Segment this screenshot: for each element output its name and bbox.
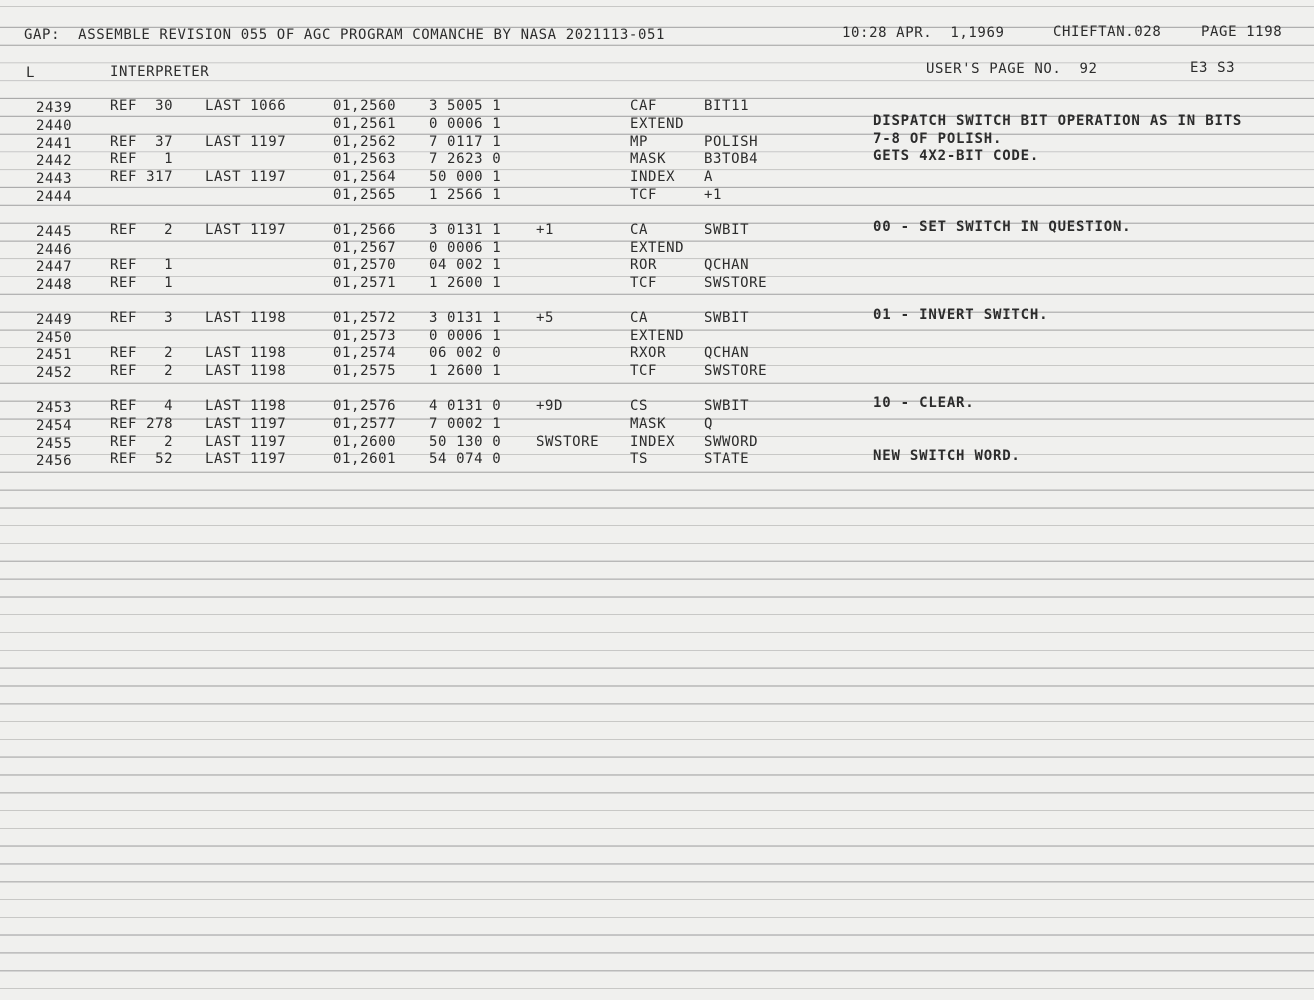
operand: POLISH: [704, 134, 759, 150]
operand: SWBIT: [704, 222, 750, 238]
operand: SWWORD: [704, 434, 759, 450]
label: +1: [536, 222, 555, 238]
ref-count: REF 1: [110, 151, 174, 167]
line-number: 2448: [36, 277, 73, 293]
last-ref: LAST 1198: [205, 310, 287, 326]
operand: BIT11: [704, 98, 750, 114]
line-number: 2446: [36, 242, 73, 258]
octal-word: 0 0006 1: [429, 116, 502, 132]
last-ref: LAST 1198: [205, 363, 287, 379]
ref-count: REF 52: [110, 451, 174, 467]
line-number: 2445: [36, 224, 73, 240]
line-number: 2440: [36, 118, 73, 134]
opcode: EXTEND: [630, 240, 685, 256]
operand: Q: [704, 416, 714, 432]
octal-word: 0 0006 1: [429, 240, 502, 256]
opcode: INDEX: [630, 434, 676, 450]
operand: QCHAN: [704, 257, 750, 273]
address: 01,2567: [333, 240, 397, 256]
last-ref: LAST 1197: [205, 434, 287, 450]
ref-count: REF 2: [110, 434, 174, 450]
last-ref: LAST 1066: [205, 98, 287, 114]
header-page: PAGE 1198: [1201, 24, 1283, 40]
address: 01,2566: [333, 222, 397, 238]
subheader-code: E3 S3: [1190, 60, 1236, 76]
octal-word: 1 2566 1: [429, 187, 502, 203]
line-number: 2449: [36, 312, 73, 328]
ref-count: REF 2: [110, 222, 174, 238]
ref-count: REF 37: [110, 134, 174, 150]
address: 01,2573: [333, 328, 397, 344]
address: 01,2565: [333, 187, 397, 203]
address: 01,2561: [333, 116, 397, 132]
octal-word: 1 2600 1: [429, 363, 502, 379]
opcode: CA: [630, 222, 649, 238]
line-number: 2450: [36, 330, 73, 346]
comment: NEW SWITCH WORD.: [873, 448, 1021, 464]
octal-word: 0 0006 1: [429, 328, 502, 344]
address: 01,2575: [333, 363, 397, 379]
line-number: 2456: [36, 453, 73, 469]
opcode: MASK: [630, 416, 667, 432]
comment: 10 - CLEAR.: [873, 395, 975, 411]
address: 01,2563: [333, 151, 397, 167]
operand: SWSTORE: [704, 363, 768, 379]
opcode: TCF: [630, 363, 658, 379]
opcode: INDEX: [630, 169, 676, 185]
last-ref: LAST 1198: [205, 345, 287, 361]
ref-count: REF 317: [110, 169, 174, 185]
ref-count: REF 1: [110, 275, 174, 291]
ref-count: REF 278: [110, 416, 174, 432]
line-number: 2453: [36, 400, 73, 416]
opcode: TCF: [630, 187, 658, 203]
address: 01,2601: [333, 451, 397, 467]
address: 01,2562: [333, 134, 397, 150]
line-number: 2454: [36, 418, 73, 434]
ref-count: REF 2: [110, 345, 174, 361]
header-title: GAP: ASSEMBLE REVISION 055 OF AGC PROGRAM COMANCHE BY NASA 2021113-051: [24, 27, 666, 43]
octal-word: 7 2623 0: [429, 151, 502, 167]
line-number: 2455: [36, 436, 73, 452]
line-number: 2439: [36, 100, 73, 116]
address: 01,2600: [333, 434, 397, 450]
comment: 01 - INVERT SWITCH.: [873, 307, 1049, 323]
line-number: 2443: [36, 171, 73, 187]
line-number: 2444: [36, 189, 73, 205]
operand: A: [704, 169, 714, 185]
opcode: CS: [630, 398, 649, 414]
ref-count: REF 3: [110, 310, 174, 326]
last-ref: LAST 1198: [205, 398, 287, 414]
octal-word: 06 002 0: [429, 345, 502, 361]
label: +9D: [536, 398, 564, 414]
octal-word: 04 002 1: [429, 257, 502, 273]
octal-word: 3 0131 1: [429, 310, 502, 326]
ref-count: REF 1: [110, 257, 174, 273]
last-ref: LAST 1197: [205, 222, 287, 238]
last-ref: LAST 1197: [205, 169, 287, 185]
address: 01,2576: [333, 398, 397, 414]
label: +5: [536, 310, 555, 326]
last-ref: LAST 1197: [205, 416, 287, 432]
address: 01,2571: [333, 275, 397, 291]
comment: 7-8 OF POLISH.: [873, 131, 1003, 147]
subheader-section: INTERPRETER: [110, 64, 210, 80]
header-time-date: 10:28 APR. 1,1969: [842, 25, 1005, 41]
octal-word: 50 130 0: [429, 434, 502, 450]
line-number: 2451: [36, 347, 73, 363]
address: 01,2570: [333, 257, 397, 273]
last-ref: LAST 1197: [205, 451, 287, 467]
octal-word: 4 0131 0: [429, 398, 502, 414]
operand: +1: [704, 187, 723, 203]
line-number: 2447: [36, 259, 73, 275]
subheader-mark: L: [26, 65, 36, 81]
line-number: 2442: [36, 153, 73, 169]
comment: DISPATCH SWITCH BIT OPERATION AS IN BITS: [873, 113, 1243, 129]
ref-count: REF 30: [110, 98, 174, 114]
opcode: CA: [630, 310, 649, 326]
address: 01,2574: [333, 345, 397, 361]
address: 01,2572: [333, 310, 397, 326]
address: 01,2560: [333, 98, 397, 114]
line-number: 2452: [36, 365, 73, 381]
line-number: 2441: [36, 136, 73, 152]
ref-count: REF 4: [110, 398, 174, 414]
last-ref: LAST 1197: [205, 134, 287, 150]
opcode: MASK: [630, 151, 667, 167]
octal-word: 50 000 1: [429, 169, 502, 185]
opcode: MP: [630, 134, 649, 150]
octal-word: 54 074 0: [429, 451, 502, 467]
opcode: RXOR: [630, 345, 667, 361]
opcode: ROR: [630, 257, 658, 273]
address: 01,2564: [333, 169, 397, 185]
opcode: EXTEND: [630, 116, 685, 132]
opcode: TCF: [630, 275, 658, 291]
operand: SWBIT: [704, 310, 750, 326]
comment: 00 - SET SWITCH IN QUESTION.: [873, 219, 1132, 235]
octal-word: 7 0002 1: [429, 416, 502, 432]
opcode: CAF: [630, 98, 658, 114]
opcode: TS: [630, 451, 649, 467]
operand: STATE: [704, 451, 750, 467]
octal-word: 3 5005 1: [429, 98, 502, 114]
subheader-user-page: USER'S PAGE NO. 92: [926, 61, 1098, 77]
label: SWSTORE: [536, 434, 600, 450]
operand: B3TOB4: [704, 151, 759, 167]
octal-word: 3 0131 1: [429, 222, 502, 238]
operand: SWBIT: [704, 398, 750, 414]
octal-word: 7 0117 1: [429, 134, 502, 150]
operand: QCHAN: [704, 345, 750, 361]
ref-count: REF 2: [110, 363, 174, 379]
opcode: EXTEND: [630, 328, 685, 344]
address: 01,2577: [333, 416, 397, 432]
octal-word: 1 2600 1: [429, 275, 502, 291]
header-id: CHIEFTAN.028: [1053, 24, 1162, 40]
comment: GETS 4X2-BIT CODE.: [873, 148, 1040, 164]
operand: SWSTORE: [704, 275, 768, 291]
